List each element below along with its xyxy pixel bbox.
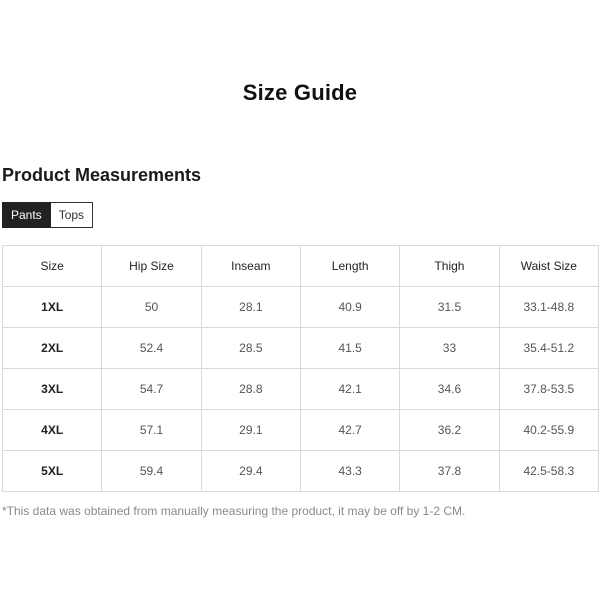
- size-cell: 1XL: [3, 287, 102, 328]
- size-table: [2, 245, 599, 492]
- inseam-cell: 29.1: [201, 410, 300, 451]
- length-cell: 43.3: [300, 451, 399, 492]
- inseam-cell: 29.4: [201, 451, 300, 492]
- column-header-inseam: Inseam: [201, 246, 300, 287]
- waist-size-cell: 40.2-55.9: [499, 410, 598, 451]
- table-header-row: [3, 246, 599, 287]
- inseam-cell: 28.8: [201, 369, 300, 410]
- inseam-cell: 28.5: [201, 328, 300, 369]
- hip-size-cell: 54.7: [102, 369, 201, 410]
- table-row: [3, 287, 599, 328]
- category-tabs: [2, 202, 93, 228]
- column-header-length: Length: [300, 246, 399, 287]
- measurement-note: *This data was obtained from manually measuring the product, it may be off by 1-2 CM.: [2, 504, 466, 518]
- length-cell: 40.9: [300, 287, 399, 328]
- length-cell: 42.1: [300, 369, 399, 410]
- waist-size-cell: 42.5-58.3: [499, 451, 598, 492]
- column-header-hip-size: Hip Size: [102, 246, 201, 287]
- thigh-cell: 31.5: [400, 287, 499, 328]
- inseam-cell: 28.1: [201, 287, 300, 328]
- size-cell: 2XL: [3, 328, 102, 369]
- column-header-waist-size: Waist Size: [499, 246, 598, 287]
- size-cell: 4XL: [3, 410, 102, 451]
- tab-pants[interactable]: Pants: [2, 202, 51, 228]
- length-cell: 41.5: [300, 328, 399, 369]
- column-header-size: Size: [3, 246, 102, 287]
- hip-size-cell: 52.4: [102, 328, 201, 369]
- thigh-cell: 33: [400, 328, 499, 369]
- tab-tops[interactable]: Tops: [51, 202, 93, 228]
- thigh-cell: 36.2: [400, 410, 499, 451]
- table-row: [3, 451, 599, 492]
- waist-size-cell: 35.4-51.2: [499, 328, 598, 369]
- table-row: [3, 410, 599, 451]
- thigh-cell: 34.6: [400, 369, 499, 410]
- waist-size-cell: 37.8-53.5: [499, 369, 598, 410]
- length-cell: 42.7: [300, 410, 399, 451]
- thigh-cell: 37.8: [400, 451, 499, 492]
- table-row: [3, 369, 599, 410]
- waist-size-cell: 33.1-48.8: [499, 287, 598, 328]
- hip-size-cell: 59.4: [102, 451, 201, 492]
- hip-size-cell: 50: [102, 287, 201, 328]
- section-title: Product Measurements: [2, 165, 202, 185]
- size-cell: 3XL: [3, 369, 102, 410]
- table-row: [3, 328, 599, 369]
- hip-size-cell: 57.1: [102, 410, 201, 451]
- column-header-thigh: Thigh: [400, 246, 499, 287]
- page-title: Size Guide: [242, 80, 358, 105]
- size-cell: 5XL: [3, 451, 102, 492]
